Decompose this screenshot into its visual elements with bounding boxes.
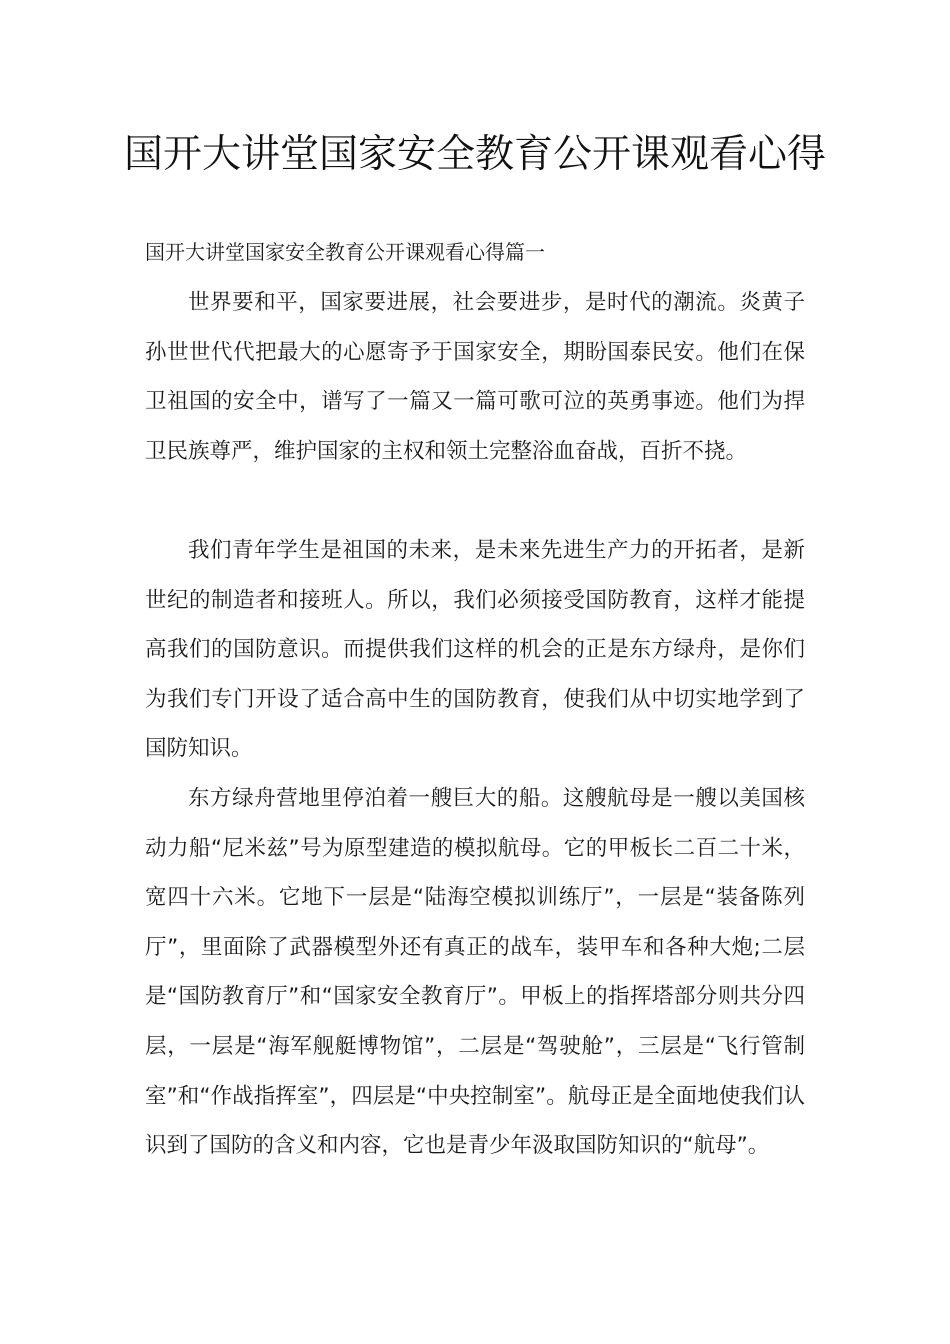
paragraph-2: 我们青年学生是祖国的未来，是未来先进生产力的开拓者，是新世纪的制造者和接班人。所以，我们必须接受国防教育，这样才能提高我们的国防意识。而提供我们这样的机会的正是东方绿舟，是你们为我们专门开设了适合高中生的国防教育，使我们从中切实地学到了国防知识。 <box>145 538 805 762</box>
paragraph-3: 东方绿舟营地里停泊着一艘巨大的船。这艘航母是一艘以美国核动力船“尼米兹”号为原型建造的模拟航母。它的甲板长二百二十米，宽四十六米。它地下一层是“陆海空模拟训练厅”，一层是“装备陈列厅”，里面除了武器模型外还有真正的战车，装甲车和各种大炮;二层是“国防教育厅”和“国家安全教育厅”。甲板上的指挥塔部分则共分四层，一层是“海军舰艇博物馆”，二层是“驾驶舱”，三层是“飞行管制室”和“作战指挥室”，四层是“中央控制室”。航母正是全面地使我们认识到了国防的含义和内容，它也是青少年汲取国防知识的“航母”。 <box>145 786 805 1159</box>
document-title: 国开大讲堂国家安全教育公开课观看心得 <box>123 132 826 177</box>
section-heading: 国开大讲堂国家安全教育公开课观看心得篇一 <box>145 240 545 264</box>
paragraph-1: 世界要和平，国家要进展，社会要进步，是时代的潮流。炎黄子孙世世代代把最大的心愿寄予于国家安全，期盼国泰民安。他们在保卫祖国的安全中，谱写了一篇又一篇可歌可泣的英勇事迹。他们为捍卫民族尊严，维护国家的主权和领土完整浴血奋战，百折不挠。 <box>145 290 805 464</box>
